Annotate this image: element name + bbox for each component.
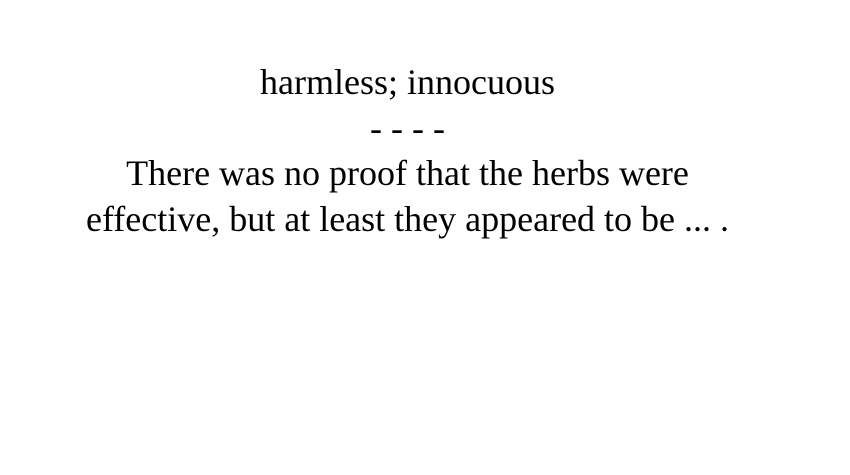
example-sentence-line: There was no proof that the herbs were — [126, 153, 689, 193]
example-sentence-line: effective, but at least they appeared to be ... . — [85, 199, 730, 239]
example-sentence — [0, 150, 815, 242]
card-separator: - - - - — [370, 108, 445, 148]
card-term: harmless; innocuous — [260, 62, 555, 102]
